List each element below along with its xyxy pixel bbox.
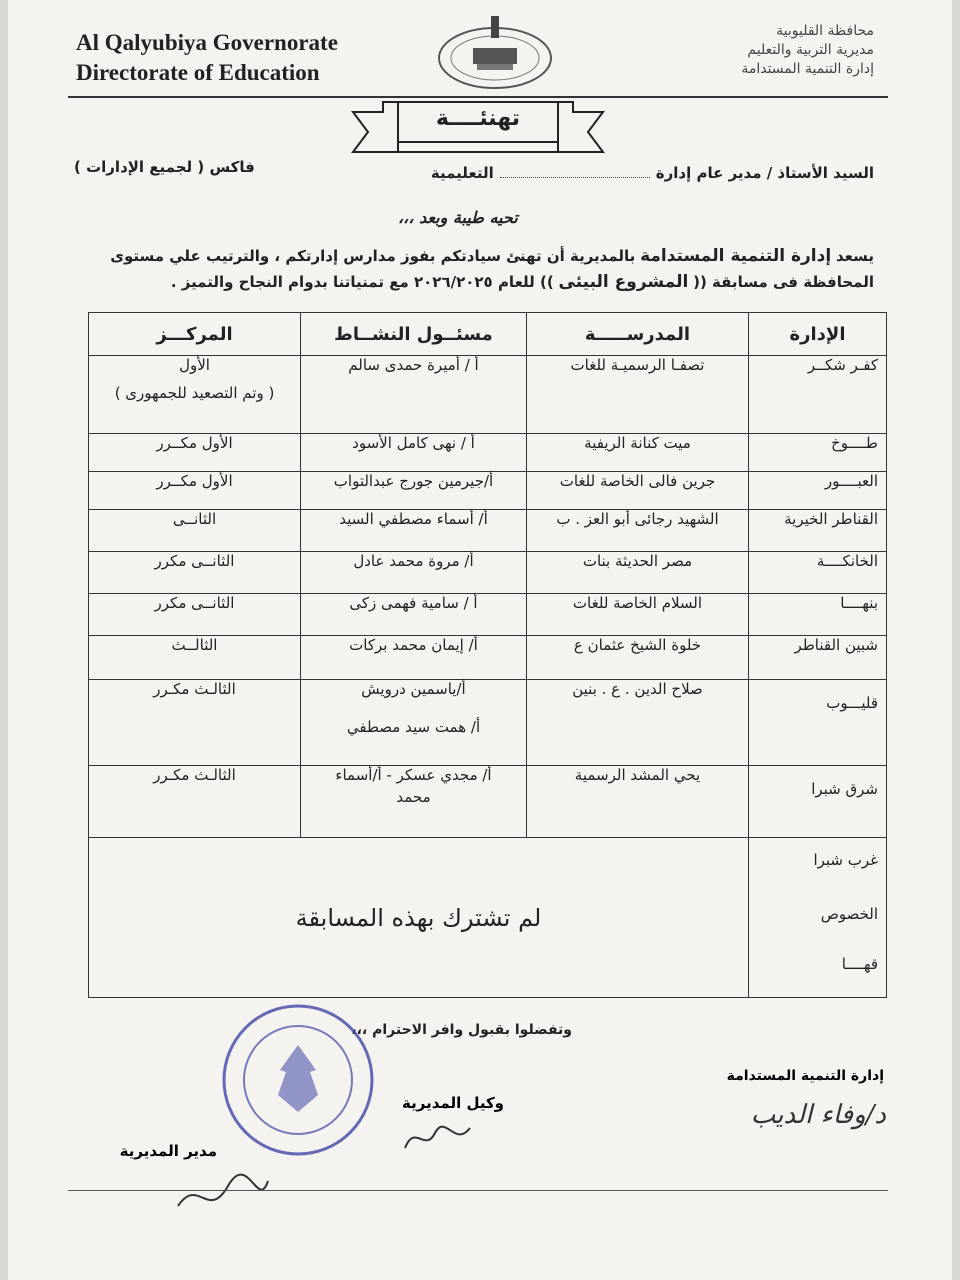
cell-school: ميت كنانة الريفية [527, 434, 749, 472]
cell-admin: العبــــور [749, 472, 887, 510]
table-row [89, 434, 887, 472]
admin-not-participating: قهــــا [841, 955, 878, 973]
cell-admin-list [749, 838, 887, 998]
cell-admin: طــــوخ [749, 434, 887, 472]
cell-school: الشهيد رجائى أبو العز . ب [527, 510, 749, 552]
addressee-label: السيد الأستاذ / مدير عام إدارة [655, 164, 874, 182]
cell-school: خلوة الشيخ عثمان ع [527, 636, 749, 680]
body-p1-rest: بالمديرية أن تهنئ سيادتكم بفوز مدارس إدارتكم ، والترتيب علي مستوى [110, 247, 636, 265]
emblem-logo [433, 12, 558, 94]
cell-person: أ/ أسماء مصطفي السيد [301, 510, 527, 552]
cell-school: جرين فالى الخاصة للغات [527, 472, 749, 510]
body-line-1 [110, 246, 874, 266]
center-rank: الأول [179, 356, 210, 374]
closing-line: وتفضلوا بقبول وافر الاحترام ،،، [351, 1022, 572, 1038]
cell-center: الأول مكــرر [89, 472, 301, 510]
center-note: ( وتم التصعيد للجمهورى ) [114, 384, 275, 402]
body-p1-start: يسعد [835, 247, 874, 265]
table-row [89, 680, 887, 766]
cell-admin: شرق شبرا [749, 766, 887, 838]
body-p2-bold: المشروع البيئى [558, 272, 689, 292]
fax-note: فاكس ( لجميع الإدارات ) [74, 158, 255, 176]
official-stamp [218, 1000, 378, 1160]
table-header-row [89, 313, 887, 356]
table-row [89, 594, 887, 636]
table-row [89, 766, 887, 838]
table-row [89, 510, 887, 552]
cell-admin: قليـــوب [749, 680, 887, 766]
body-p2-start: المحافظة فى مسابقة (( [693, 273, 874, 291]
table-row [89, 552, 887, 594]
person-name-2: محمد [396, 788, 431, 806]
body-p1-bold: إدارة التنمية المستدامة [640, 246, 832, 266]
person-name-2: أ/ همت سيد مصطفي [346, 718, 481, 736]
person-name-1: أ/ مجدي عسكر - أ/أسماء [335, 766, 492, 784]
header-governorate-ar: محافظة القليوبية [776, 23, 874, 39]
table-row [89, 356, 887, 434]
body-line-2 [171, 272, 874, 292]
header-center: المركـــز [89, 313, 301, 356]
footer-line [68, 1190, 888, 1191]
cell-person: أ / سامية فهمى زكى [301, 594, 527, 636]
cell-person: أ/ إيمان محمد بركات [301, 636, 527, 680]
cell-person: أ/ مروة محمد عادل [301, 552, 527, 594]
cell-admin: الخانكــــة [749, 552, 887, 594]
admin-not-participating: غرب شبرا [813, 851, 878, 869]
cell-school: يحي المشد الرسمية [527, 766, 749, 838]
table-row [89, 636, 887, 680]
header-admin: الإدارة [749, 313, 887, 356]
table-row [89, 472, 887, 510]
person-name-1: أ/ياسمين درويش [361, 680, 466, 698]
director-signature-scribble [168, 1166, 278, 1226]
addressee-line [431, 164, 874, 182]
header-english [76, 28, 338, 88]
header-school: المدرســـــة [527, 313, 749, 356]
signature-dept-name: د/وفاء الديب [750, 1100, 886, 1130]
cell-center: الثانــى [89, 510, 301, 552]
cell-school: تصفـا الرسميـة للغات [527, 356, 749, 434]
non-participating-note: لم تشترك بهذه المسابقة [89, 838, 749, 998]
signature-deputy: وكيل المديرية [402, 1094, 504, 1112]
cell-person: أ / أميرة حمدى سالم [301, 356, 527, 434]
cell-center: الثانــى مكرر [89, 594, 301, 636]
header-governorate-en: Al Qalyubiya Governorate [76, 30, 338, 55]
cell-admin: شبين القناطر [749, 636, 887, 680]
table-row-non-participating [89, 838, 887, 998]
header-department-ar: إدارة التنمية المستدامة [741, 61, 874, 77]
header-arabic [741, 22, 874, 79]
cell-person: أ / نهى كامل الأسود [301, 434, 527, 472]
addressee-blank [500, 177, 650, 178]
cell-center [89, 356, 301, 434]
signature-dept-title: إدارة التنمية المستدامة [726, 1068, 884, 1084]
cell-person [301, 680, 527, 766]
deputy-signature-scribble [400, 1118, 480, 1158]
cell-center: الثالـث مكـرر [89, 680, 301, 766]
signature-director: مدير المديرية [119, 1142, 217, 1160]
greeting: تحيه طيبة وبعد ،،، [398, 208, 518, 227]
cell-admin: كفـر شكــر [749, 356, 887, 434]
body-p2-rest: )) للعام ٢٠٢٦/٢٠٢٥ مع تمنياتنا بدوام النجاح والتميز . [170, 273, 554, 291]
cell-admin: بنهــــا [749, 594, 887, 636]
document-page [8, 0, 952, 1280]
cell-center: الأول مكــرر [89, 434, 301, 472]
cell-school: صلاح الدين . ع . بنين [527, 680, 749, 766]
congrats-banner-text: تهنئــــة [435, 106, 521, 131]
cell-person [301, 766, 527, 838]
cell-school: مصر الحديثة بنات [527, 552, 749, 594]
cell-center: الثالــث [89, 636, 301, 680]
admin-not-participating: الخصوص [820, 905, 878, 923]
header-directorate-en: Directorate of Education [76, 60, 320, 85]
cell-admin: القناطر الخيرية [749, 510, 887, 552]
header-person: مسئــول النشــاط [301, 313, 527, 356]
results-table [88, 312, 887, 998]
cell-person: أ/جيرمين جورج عبدالتواب [301, 472, 527, 510]
cell-school: السلام الخاصة للغات [527, 594, 749, 636]
addressee-suffix: التعليمية [430, 164, 494, 182]
cell-center: الثانــى مكرر [89, 552, 301, 594]
cell-center: الثالـث مكـرر [89, 766, 301, 838]
header-directorate-ar: مديرية التربية والتعليم [747, 42, 874, 58]
